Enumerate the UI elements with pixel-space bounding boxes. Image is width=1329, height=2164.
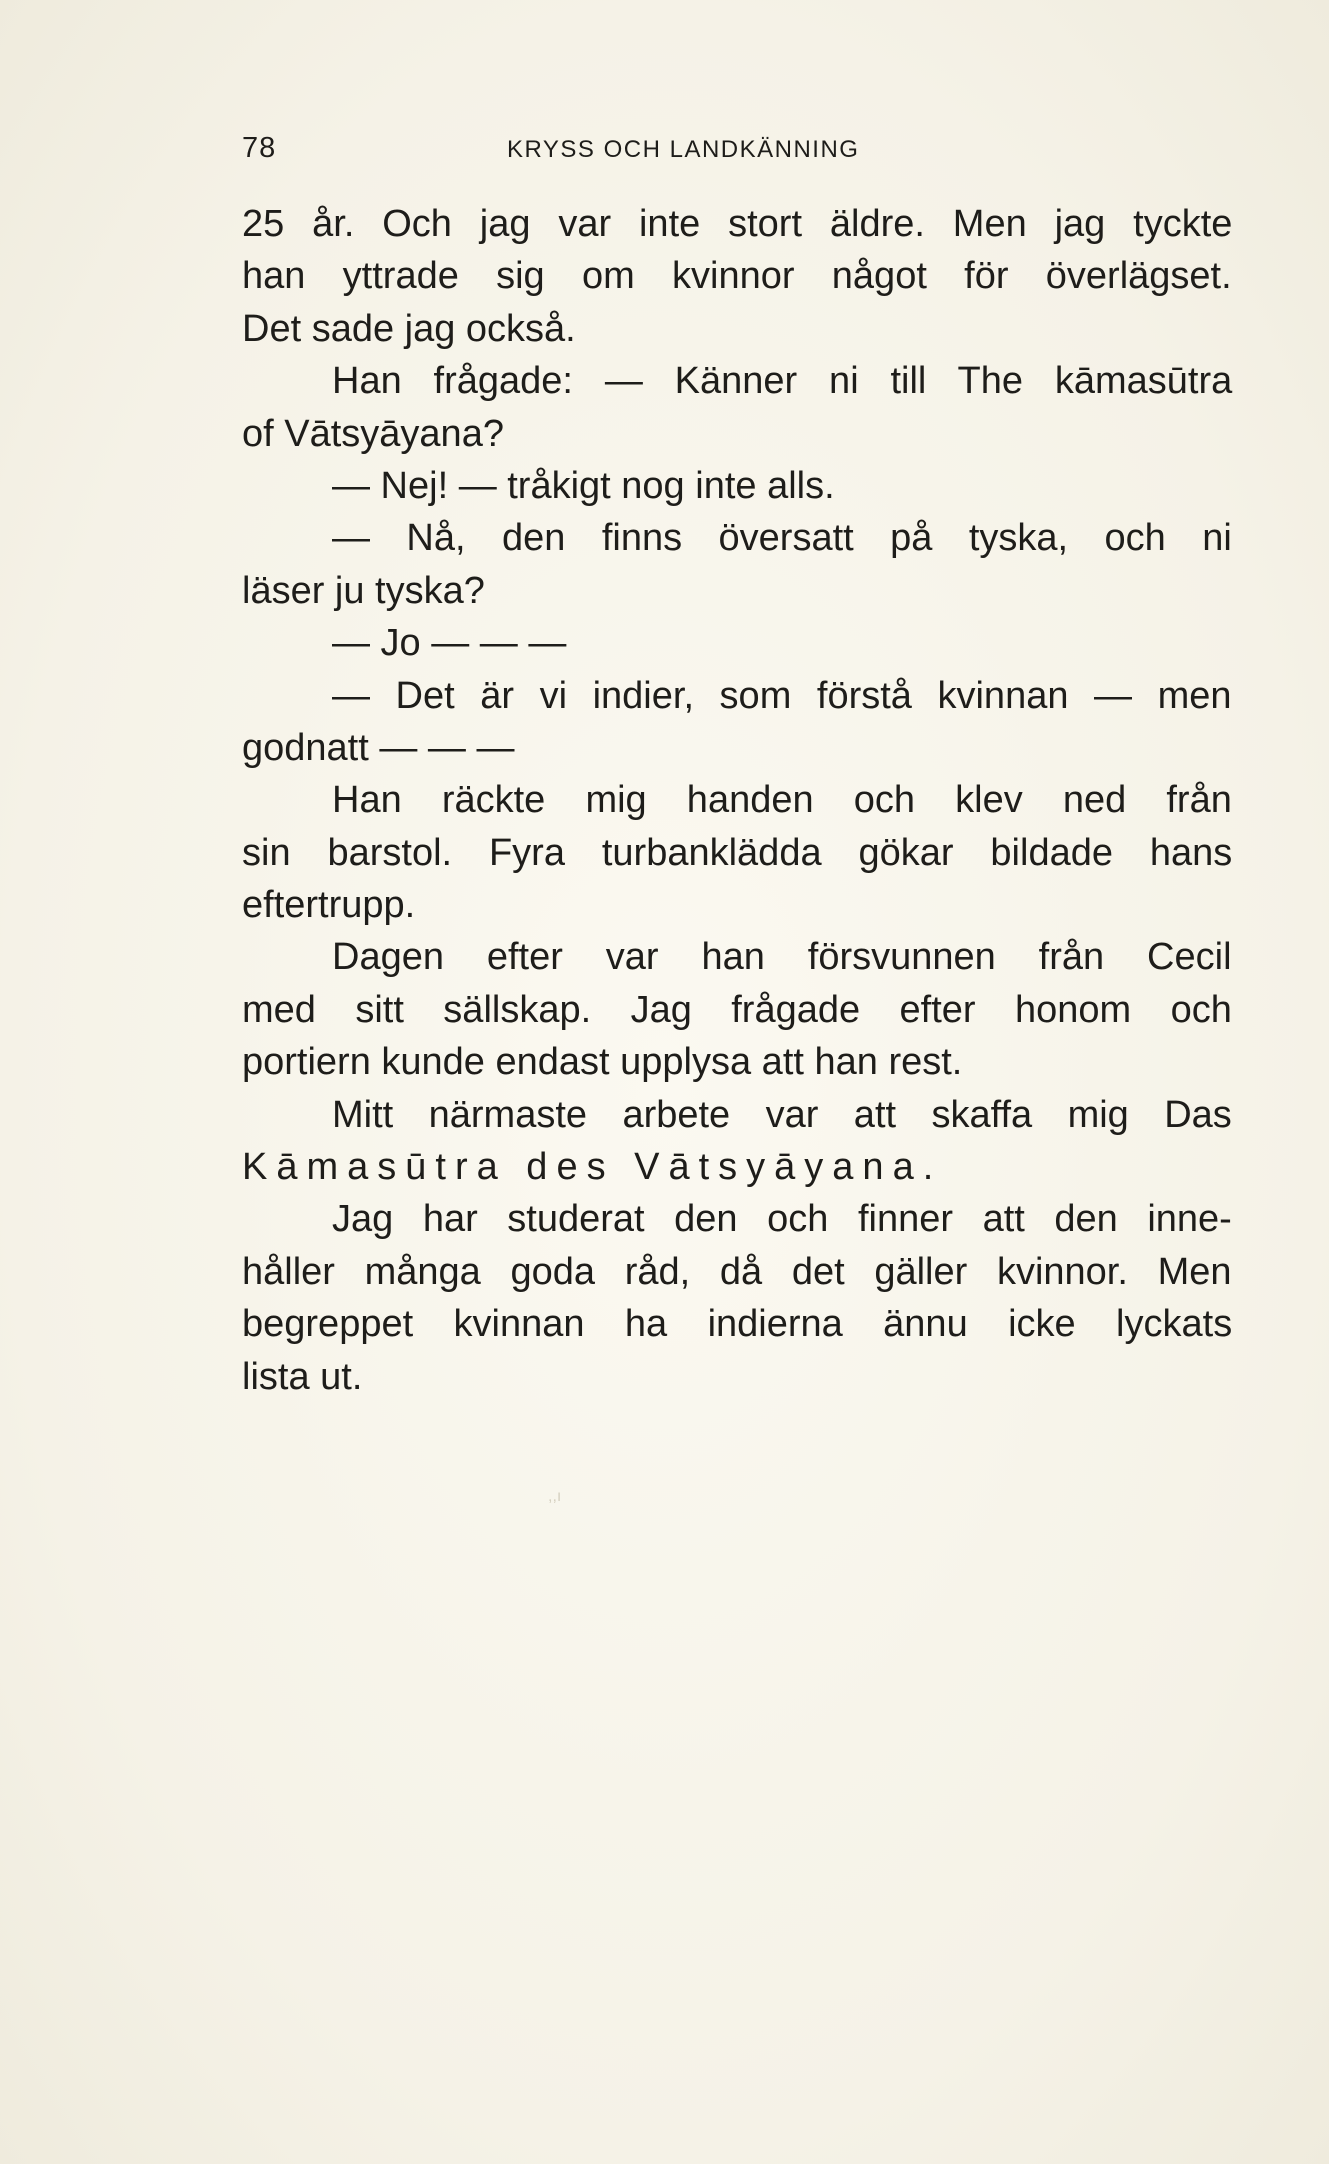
text-line: sin barstol. Fyra turbanklädda gökar bildade hans — [242, 831, 1233, 874]
body-text — [242, 198, 1232, 1403]
text-line: Jag har studerat den och finner att den inne- — [332, 1198, 1232, 1241]
text-line: portiern kunde endast upplysa att han rest. — [242, 1041, 963, 1084]
text-line: Han räckte mig handen och klev ned från — [332, 779, 1232, 822]
text-line: Han frågade: — Känner ni till The kāmasūtra — [332, 360, 1233, 403]
text-line: med sitt sällskap. Jag frågade efter honom och — [242, 988, 1232, 1031]
page-header — [242, 132, 1002, 172]
text-line: Det sade jag också. — [242, 307, 576, 350]
text-line: — Nå, den finns översatt på tyska, och ni — [332, 517, 1232, 560]
text-line: Dagen efter var han försvunnen från Cecil — [332, 936, 1232, 979]
page-number: 78 — [242, 132, 277, 164]
paper-smudge: ,,ı — [548, 1488, 562, 1505]
running-head: KRYSS OCH LANDKÄNNING — [507, 136, 860, 163]
text-line: — Nej! — tråkigt nog inte alls. — [332, 464, 835, 507]
text-line: lista ut. — [242, 1355, 363, 1398]
text-line: eftertrupp. — [242, 884, 416, 927]
text-line: Kāmasūtra des Vātsyāyana. — [242, 1146, 943, 1189]
text-line: — Det är vi indier, som förstå kvinnan — men — [332, 674, 1232, 717]
text-line: han yttrade sig om kvinnor något för överlägset. — [242, 255, 1232, 298]
text-line: läser ju tyska? — [242, 569, 485, 612]
text-line: håller många goda råd, då det gäller kvinnor. Men — [242, 1250, 1232, 1293]
text-line: 25 år. Och jag var inte stort äldre. Men jag tyckte — [242, 203, 1233, 245]
text-line: Mitt närmaste arbete var att skaffa mig Das — [332, 1093, 1232, 1136]
text-line: — Jo — — — — [332, 622, 567, 665]
text-line: begreppet kvinnan ha indierna ännu icke lyckats — [242, 1303, 1233, 1346]
text-line: of Vātsyāyana? — [242, 412, 504, 455]
text-line: godnatt — — — — [242, 726, 515, 769]
